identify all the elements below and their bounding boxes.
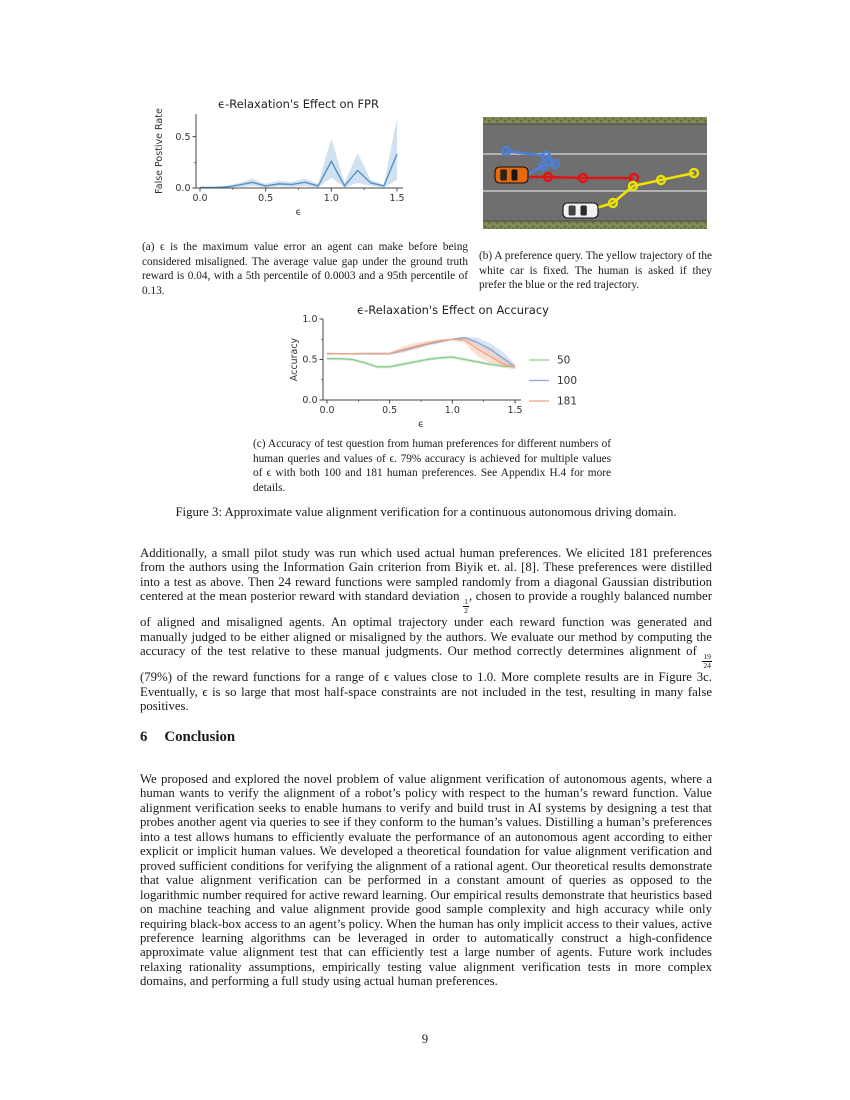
band-FPR bbox=[200, 118, 397, 188]
grass-strip bbox=[483, 117, 707, 124]
chart-title: ϵ-Relaxation's Effect on Accuracy bbox=[357, 303, 549, 317]
caption-b: (b) A preference query. The yellow trajectory of the white car is fixed. The human is asked if they prefer the blue or the red trajectory. bbox=[479, 250, 712, 292]
conclusion-paragraph: We proposed and explored the novel problem of value alignment verification of autonomous agents, where a human wants to verify the alignment of a robot’s policy with respect to the human’s reward function. Value alignment verification seeks to enable humans to verify and build trust in AI systems by designing a test that probes another agent via queries to see if they conform to the human’s values. Distilling a human’s preferences into a test allows humans to efficiently evaluate the performance of an autonomous agent according to either explicit or implicit human values. We developed a theoretical foundation for value alignment verification and proved sufficient conditions for verifying the alignment of a rational agent. Our theoretical results demonstrate that value alignment verification can be performed in a constant amount of queries as opposed to the logarithmic number required for active reward learning. Our empirical results demonstrate that heuristics based on machine teaching and value alignment provide good sample complexity and high accuracy while only requiring black-box access to an agent’s policy. When the human has only implicit access to their values, active preference learning algorithms can be leveraged in order to automatically construct a high-confidence approximate value alignment test that can efficiently test a large number of agents. Future work includes relaxing rationality assumptions, empirically testing value alignment verification tests in more complex domains, and performing a full study using actual human preferences. bbox=[140, 772, 712, 989]
y-axis-label: False Postive Rate bbox=[154, 108, 165, 194]
fraction: $\frac{1}{2}$ bbox=[464, 596, 468, 616]
x-tick-label: 0.0 bbox=[319, 405, 335, 416]
orange-car bbox=[495, 167, 528, 183]
y-tick-label: 0.0 bbox=[302, 395, 318, 407]
x-tick-label: 1.0 bbox=[323, 193, 339, 204]
pilot-study-paragraph: Additionally, a small pilot study was run which used actual human preferences. We elicited 181 preferences from the authors using the Information Gain criterion from Biyik et. al. [8]. These preferences were distilled into a test as above. Then 24 reward functions were sampled randomly from a diagonal Gaussian distribution centered at the mean posterior reward with standard deviation $\frac{1}{2}$ , chosen to provide a roughly balanced number of aligned and misaligned agents. An optimal trajectory under each reward function was generated and manually judged to be either aligned or misaligned by the authors. We evaluate our method by computing the accuracy of the test relative to these manual judgments. Our method correctly determines alignment of $\frac{19}{24}$ (79%) of the reward functions for a range of ϵ values close to 1.0. More complete results are in Figure 3c. Eventually, ϵ is so large that most half-space constraints are not included in the test, resulting in many false positives. bbox=[140, 546, 712, 714]
page-number: 9 bbox=[421, 1032, 429, 1046]
orange-car-rear-window bbox=[500, 170, 507, 181]
x-tick-label: 1.0 bbox=[444, 405, 460, 416]
x-tick-label: 0.5 bbox=[258, 193, 274, 204]
accuracy-chart bbox=[283, 302, 645, 434]
section-title: Conclusion bbox=[164, 729, 236, 745]
caption-c: (c) Accuracy of test question from human preferences for different numbers of human queries and values of ϵ. 79% accuracy is achieved for multiple values of ϵ with both 100 and 181 human preferences. See Appendix H.4 for more details. bbox=[253, 438, 611, 495]
figure-caption: Figure 3: Approximate value alignment verification for a continuous autonomous driving domain. bbox=[175, 505, 677, 519]
driving-scene-image bbox=[483, 117, 707, 229]
legend-label-181: 181 bbox=[557, 395, 578, 408]
white-car-rear-window bbox=[569, 206, 576, 216]
y-tick-label: 0.5 bbox=[175, 131, 191, 143]
x-tick-label: 0.0 bbox=[192, 193, 208, 204]
legend-label-100: 100 bbox=[557, 375, 578, 388]
x-axis-label: ϵ bbox=[418, 419, 424, 430]
white-car bbox=[563, 203, 598, 218]
y-axis-label: Accuracy bbox=[289, 337, 300, 382]
chart-title: ϵ-Relaxation's Effect on FPR bbox=[218, 97, 379, 111]
y-tick-label: 1.0 bbox=[302, 314, 318, 326]
grass-strip bbox=[483, 221, 707, 229]
y-tick-label: 0.5 bbox=[302, 354, 318, 366]
section-number: 6 bbox=[140, 729, 148, 745]
section-heading bbox=[140, 729, 235, 746]
legend-label-50: 50 bbox=[557, 354, 571, 367]
fpr-chart bbox=[150, 94, 472, 234]
x-axis-label: ϵ bbox=[295, 207, 302, 218]
x-tick-label: 1.5 bbox=[389, 193, 405, 204]
y-tick-label: 0.0 bbox=[175, 183, 191, 195]
caption-a: (a) ϵ is the maximum value error an agent can make before being considered misaligned. The average value gap under the ground truth reward is 0.04, with a 5th percentile of 0.0003 and a 95th percentile of 0.13. bbox=[142, 241, 468, 298]
x-tick-label: 1.5 bbox=[507, 405, 523, 416]
white-car-windshield bbox=[581, 206, 587, 216]
x-tick-label: 0.5 bbox=[382, 405, 398, 416]
orange-car-windshield bbox=[512, 170, 518, 181]
fraction: $\frac{19}{24}$ bbox=[703, 651, 711, 671]
